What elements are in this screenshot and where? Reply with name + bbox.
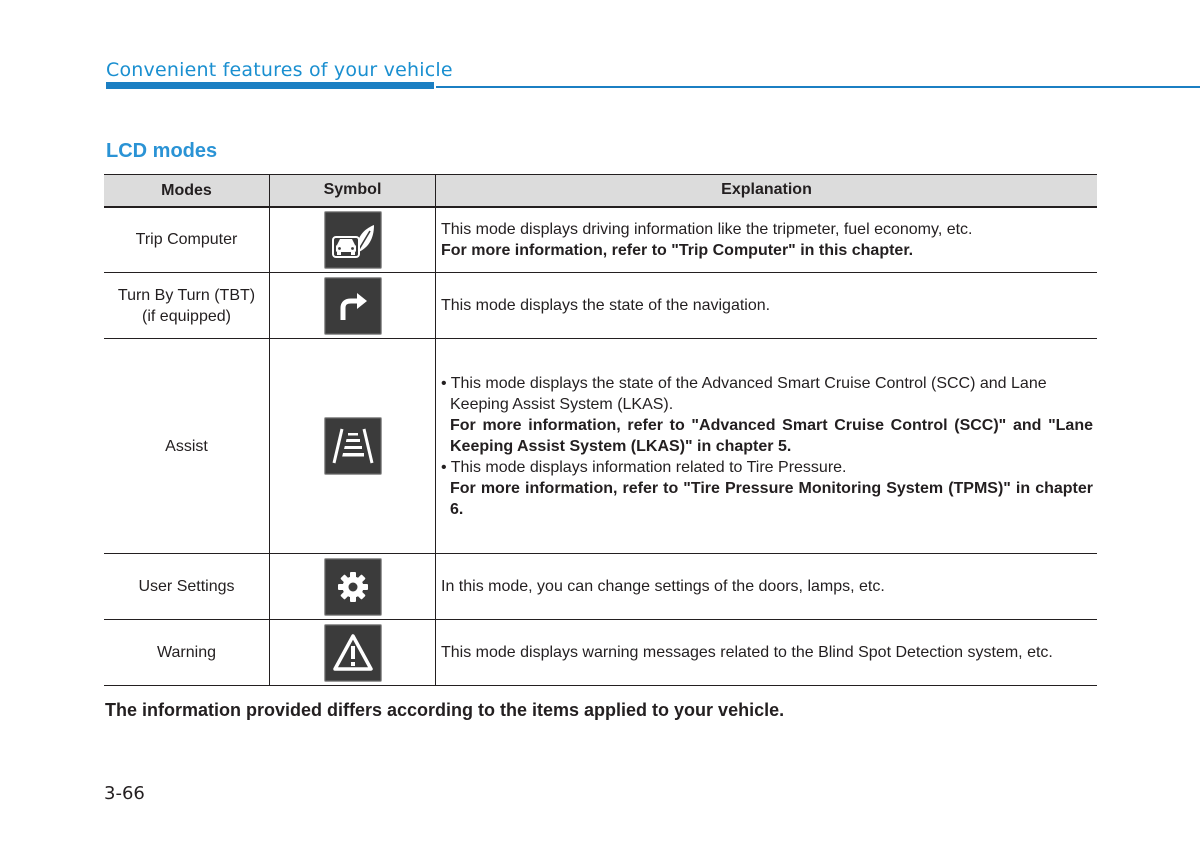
header-symbol: Symbol <box>270 175 436 207</box>
mode-user-settings: User Settings <box>104 554 270 620</box>
warning-explanation: This mode displays warning messages related to the Blind Spot Detection system, etc. <box>436 620 1098 686</box>
page-number: 3-66 <box>104 783 145 804</box>
warning-triangle-icon <box>324 624 382 682</box>
table-row <box>104 554 1097 620</box>
mode-assist: Assist <box>104 339 270 554</box>
footer-note: The information provided differs according to the items applied to your vehicle. <box>105 700 785 720</box>
header-rule <box>436 86 1200 88</box>
user-settings-explanation: In this mode, you can change settings of the doors, lamps, etc. <box>436 554 1098 620</box>
assist-tpms-reference: For more information, refer to "Tire Pressure Monitoring System (TPMS)" in chapter 6. <box>450 479 1093 518</box>
assist-scc-lkas-reference: For more information, refer to "Advanced Smart Cruise Control (SCC)" and "Lane Keeping Assist System (LKAS)" in chapter 5. <box>450 416 1093 455</box>
header-bar-accent <box>106 82 434 89</box>
mode-trip-computer: Trip Computer <box>104 207 270 273</box>
gear-icon <box>324 558 382 616</box>
assist-tpms-text: • This mode displays information related to Tire Pressure. <box>441 458 847 476</box>
lcd-modes-table <box>104 174 1097 686</box>
table-row <box>104 273 1097 339</box>
trip-computer-icon <box>324 211 382 269</box>
assist-scc-lkas-text: • This mode displays the state of the Advanced Smart Cruise Control (SCC) and Lane Keeping Assist System (LKAS). <box>441 374 1047 413</box>
mode-warning: Warning <box>104 620 270 686</box>
table-row <box>104 207 1097 273</box>
turn-arrow-icon <box>324 277 382 335</box>
table-row <box>104 620 1097 686</box>
header-modes: Modes <box>104 175 270 207</box>
table-row <box>104 339 1097 554</box>
header-title: Convenient features of your vehicle <box>106 59 453 81</box>
header-explanation: Explanation <box>436 175 1098 207</box>
mode-tbt: Turn By Turn (TBT) <box>117 286 256 304</box>
lane-assist-icon <box>324 417 382 475</box>
trip-computer-explanation: This mode displays driving information like the tripmeter, fuel economy, etc. <box>441 220 973 238</box>
table-header-row <box>104 175 1097 207</box>
tbt-explanation: This mode displays the state of the navigation. <box>436 273 1098 339</box>
trip-computer-reference: For more information, refer to "Trip Computer" in this chapter. <box>441 241 914 259</box>
section-title: LCD modes <box>106 140 218 162</box>
mode-tbt-note: (if equipped) <box>142 307 231 325</box>
